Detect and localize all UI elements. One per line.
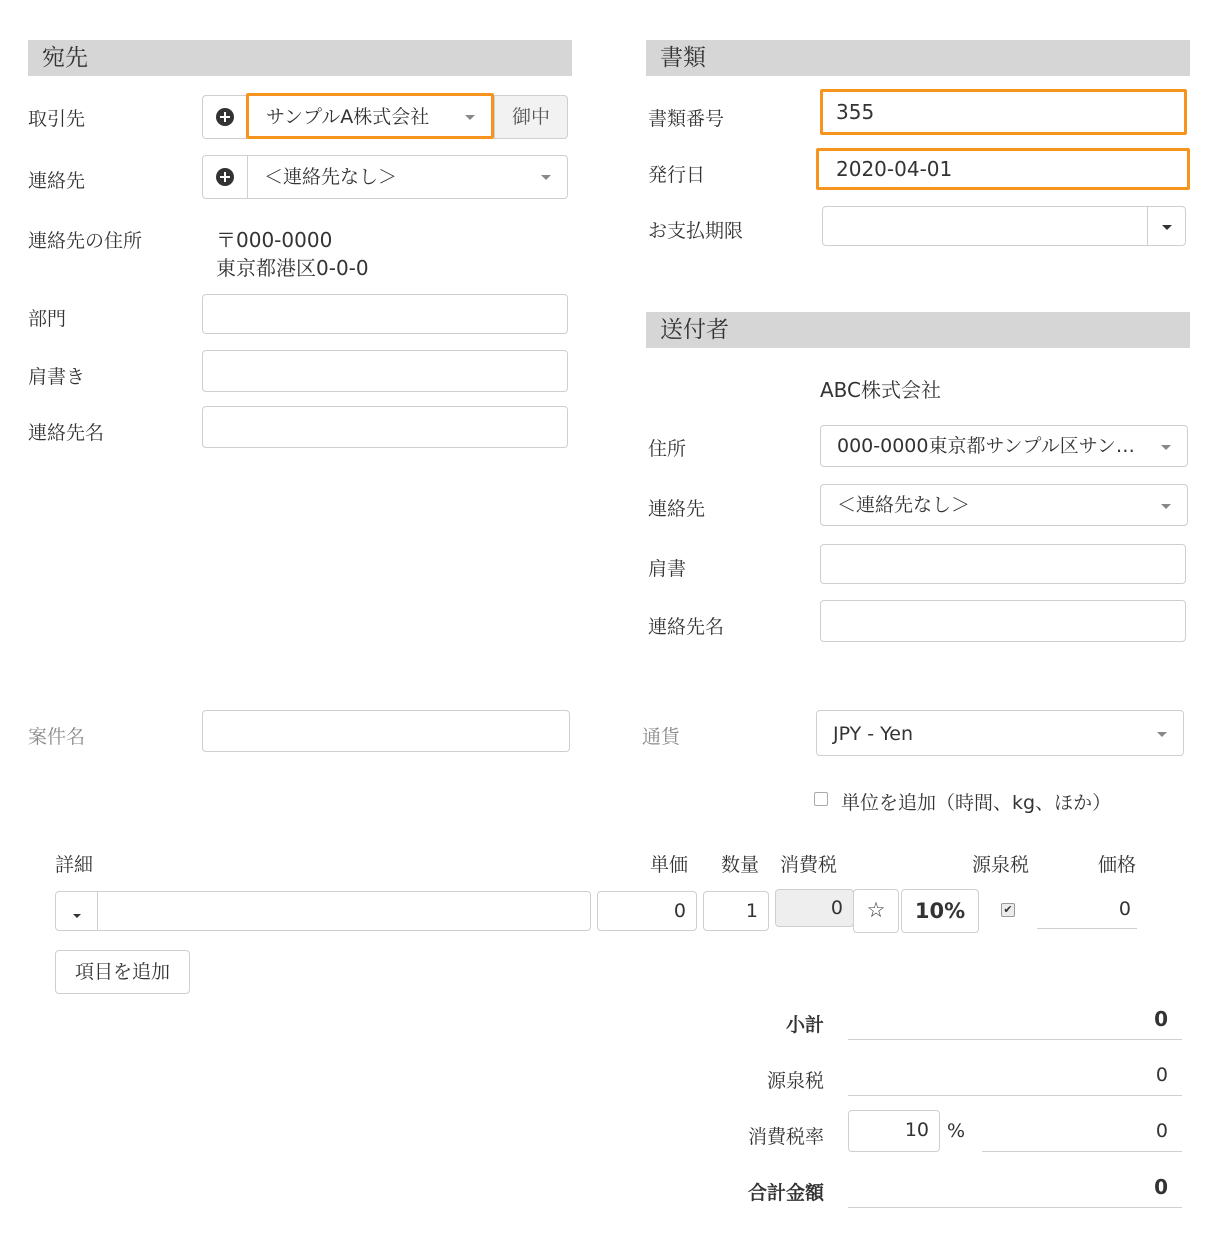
- contact-label: 連絡先: [28, 170, 86, 192]
- currency-select-value: JPY - Yen: [833, 723, 913, 745]
- document-section-header: 書類: [646, 40, 1190, 76]
- contact-name-label: 連絡先名: [28, 422, 105, 444]
- sender-title-input[interactable]: [820, 544, 1186, 584]
- unit-price-header: 単価: [650, 854, 689, 876]
- project-name-label: 案件名: [28, 726, 86, 748]
- sender-contact-name-label: 連絡先名: [648, 616, 725, 638]
- grand-total-label: 合計金額: [747, 1182, 824, 1204]
- detail-header: 詳細: [55, 854, 94, 876]
- sender-section-header: 送付者: [646, 312, 1190, 348]
- client-select[interactable]: [246, 93, 494, 139]
- address-label: 連絡先の住所: [28, 230, 143, 252]
- tax-rate-input[interactable]: 10: [848, 1110, 940, 1152]
- add-item-button[interactable]: 項目を追加: [55, 950, 190, 994]
- subtotal-label: 小計: [785, 1014, 824, 1036]
- due-date-dropdown-button[interactable]: [1147, 206, 1186, 246]
- address-line1: 〒000-0000: [216, 228, 333, 252]
- issue-date-label: 発行日: [648, 164, 706, 186]
- project-name-input[interactable]: [202, 710, 570, 752]
- sender-address-value: 000-0000東京都サンプル区サン…: [837, 435, 1135, 457]
- caret-down-icon: [73, 914, 81, 918]
- issue-date-input[interactable]: 2020-04-01: [816, 148, 1190, 190]
- tax-total-value: 0: [982, 1114, 1182, 1152]
- chevron-down-icon: [1161, 445, 1171, 450]
- sender-contact-name-input[interactable]: [820, 600, 1186, 642]
- honorific-button[interactable]: 御中: [494, 95, 568, 139]
- contact-select-value: ＜連絡先なし＞: [264, 166, 398, 188]
- item-unit-price-input[interactable]: 0: [597, 891, 697, 931]
- add-client-button[interactable]: [202, 95, 248, 139]
- document-number-label: 書類番号: [648, 108, 725, 130]
- star-icon[interactable]: ☆: [853, 889, 899, 933]
- sender-company: ABC株式会社: [820, 378, 942, 402]
- subtotal-value: 0: [848, 1002, 1182, 1040]
- sender-contact-select[interactable]: [820, 484, 1188, 526]
- sender-address-select[interactable]: [820, 425, 1188, 467]
- plus-circle-icon: [216, 168, 234, 186]
- client-select-value: サンプルA株式会社: [266, 106, 430, 128]
- price-header: 価格: [1098, 854, 1137, 876]
- withholding-total-label: 源泉税: [766, 1070, 824, 1092]
- contact-select[interactable]: [247, 155, 568, 199]
- quantity-header: 数量: [721, 854, 760, 876]
- sender-contact-value: ＜連絡先なし＞: [837, 494, 971, 516]
- address-line2: 東京都港区0-0-0: [216, 256, 369, 280]
- sender-title-label: 肩書: [648, 558, 687, 580]
- title-label: 肩書き: [28, 366, 86, 388]
- due-date-label: お支払期限: [648, 220, 744, 242]
- item-quantity-input[interactable]: 1: [703, 891, 769, 931]
- sender-address-label: 住所: [648, 438, 687, 460]
- withholding-checkbox[interactable]: [1001, 903, 1015, 917]
- withholding-tax-header: 源泉税: [972, 854, 1030, 876]
- chevron-down-icon: [465, 115, 475, 120]
- item-price-value: 0: [1037, 891, 1137, 929]
- unit-checkbox-label: 単位を追加（時間、kg、ほか）: [841, 792, 1112, 814]
- item-detail-input[interactable]: [97, 891, 591, 931]
- percent-sign: %: [947, 1120, 966, 1142]
- chevron-down-icon: [1157, 732, 1167, 737]
- grand-total-value: 0: [848, 1170, 1182, 1208]
- chevron-down-icon: [1161, 504, 1171, 509]
- checkmark-icon: ✔: [1003, 903, 1013, 916]
- client-label: 取引先: [28, 108, 86, 130]
- chevron-down-icon: [541, 175, 551, 180]
- withholding-total-value: 0: [848, 1058, 1182, 1096]
- unit-checkbox[interactable]: [814, 792, 828, 806]
- due-date-input[interactable]: [822, 206, 1148, 246]
- department-label: 部門: [28, 308, 67, 330]
- sender-contact-label: 連絡先: [648, 498, 706, 520]
- recipient-section-header: 宛先: [28, 40, 572, 76]
- plus-circle-icon: [216, 108, 234, 126]
- item-template-dropdown[interactable]: [55, 891, 98, 931]
- currency-select[interactable]: [816, 710, 1184, 756]
- tax-rate-label: 消費税率: [747, 1126, 824, 1148]
- document-number-input[interactable]: 355: [820, 89, 1187, 135]
- department-input[interactable]: [202, 294, 568, 334]
- add-contact-button[interactable]: [202, 155, 248, 199]
- title-input[interactable]: [202, 350, 568, 392]
- item-tax-rate-button[interactable]: 10%: [901, 889, 979, 933]
- item-tax-amount-input: 0: [775, 889, 854, 927]
- contact-name-input[interactable]: [202, 406, 568, 448]
- caret-down-icon: [1162, 225, 1172, 230]
- currency-label: 通貨: [642, 726, 681, 748]
- consumption-tax-header: 消費税: [780, 854, 838, 876]
